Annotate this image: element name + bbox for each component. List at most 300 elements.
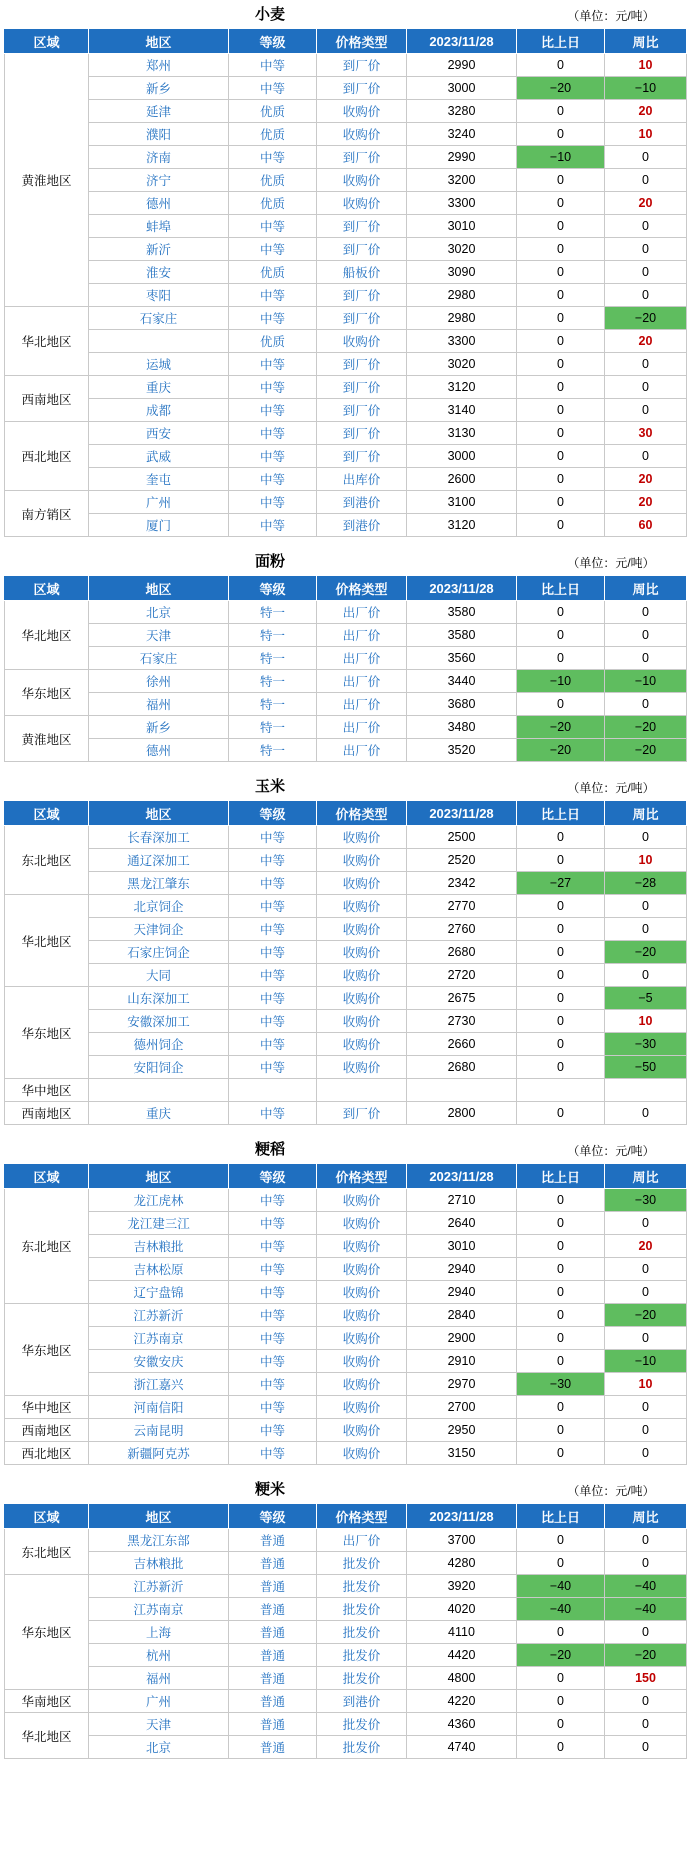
grade-cell: 中等 — [229, 1442, 317, 1465]
area-cell: 黑龙江东部 — [89, 1529, 229, 1552]
table-row — [5, 964, 687, 987]
day-change-cell: 0 — [517, 624, 605, 647]
price-cell: 2760 — [407, 918, 517, 941]
region-cell: 西北地区 — [5, 1442, 89, 1465]
table-row — [5, 1736, 687, 1759]
grade-cell: 中等 — [229, 468, 317, 491]
table-row — [5, 215, 687, 238]
section-title: 粳稻 — [254, 1141, 285, 1158]
table-row — [5, 1621, 687, 1644]
week-change-cell: 0 — [605, 1102, 687, 1125]
week-change-cell: 0 — [605, 601, 687, 624]
week-change-cell: 0 — [605, 693, 687, 716]
column-header: 周比 — [605, 801, 687, 826]
area-cell: 石家庄饲企 — [89, 941, 229, 964]
grade-cell: 中等 — [229, 895, 317, 918]
grade-cell: 普通 — [229, 1575, 317, 1598]
area-cell: 淮安 — [89, 261, 229, 284]
table-row — [5, 849, 687, 872]
column-header: 2023/11/28 — [407, 576, 517, 601]
grade-cell: 中等 — [229, 376, 317, 399]
unit-label: （单位：元/吨） — [567, 781, 655, 795]
region-cell: 西北地区 — [5, 422, 89, 491]
week-change-cell — [605, 1079, 687, 1102]
day-change-cell: −10 — [517, 146, 605, 169]
price-cell: 3580 — [407, 624, 517, 647]
grade-cell: 中等 — [229, 872, 317, 895]
price-type-cell: 到厂价 — [317, 215, 407, 238]
day-change-cell: 0 — [517, 422, 605, 445]
week-change-cell: 20 — [605, 1235, 687, 1258]
unit-label: （单位：元/吨） — [567, 556, 655, 570]
week-change-cell: 20 — [605, 491, 687, 514]
table-row — [5, 1442, 687, 1465]
grade-cell: 中等 — [229, 1189, 317, 1212]
grade-cell: 中等 — [229, 54, 317, 77]
area-cell: 新沂 — [89, 238, 229, 261]
grade-cell: 中等 — [229, 1419, 317, 1442]
week-change-cell: 0 — [605, 1690, 687, 1713]
week-change-cell: 0 — [605, 1529, 687, 1552]
column-header: 区域 — [5, 576, 89, 601]
day-change-cell: 0 — [517, 1396, 605, 1419]
week-change-cell: 10 — [605, 1010, 687, 1033]
area-cell: 新乡 — [89, 77, 229, 100]
table-row — [5, 192, 687, 215]
table-row — [5, 169, 687, 192]
week-change-cell: 10 — [605, 54, 687, 77]
table-row — [5, 1713, 687, 1736]
price-type-cell: 收购价 — [317, 941, 407, 964]
area-cell: 天津 — [89, 1713, 229, 1736]
column-header: 周比 — [605, 576, 687, 601]
area-cell: 奎屯 — [89, 468, 229, 491]
area-cell: 通辽深加工 — [89, 849, 229, 872]
price-type-cell: 收购价 — [317, 895, 407, 918]
table-row — [5, 307, 687, 330]
price-cell: 2520 — [407, 849, 517, 872]
price-cell: 4110 — [407, 1621, 517, 1644]
table-row — [5, 261, 687, 284]
grade-cell: 普通 — [229, 1690, 317, 1713]
area-cell: 吉林松原 — [89, 1258, 229, 1281]
table-row — [5, 1552, 687, 1575]
column-header: 区域 — [5, 1504, 89, 1529]
price-cell: 2680 — [407, 941, 517, 964]
week-change-cell: −20 — [605, 941, 687, 964]
price-type-cell: 收购价 — [317, 1350, 407, 1373]
area-cell: 北京 — [89, 1736, 229, 1759]
price-cell: 3280 — [407, 100, 517, 123]
table-row — [5, 872, 687, 895]
table-row — [5, 1667, 687, 1690]
region-cell: 东北地区 — [5, 1529, 89, 1575]
area-cell: 德州 — [89, 739, 229, 762]
table-row — [5, 1056, 687, 1079]
region-cell: 西南地区 — [5, 1419, 89, 1442]
price-cell: 2910 — [407, 1350, 517, 1373]
week-change-cell: 0 — [605, 169, 687, 192]
price-cell: 3120 — [407, 376, 517, 399]
grade-cell: 中等 — [229, 1102, 317, 1125]
price-type-cell: 到厂价 — [317, 284, 407, 307]
area-cell: 龙江建三江 — [89, 1212, 229, 1235]
week-change-cell: −20 — [605, 1304, 687, 1327]
price-type-cell: 出厂价 — [317, 739, 407, 762]
commodity-section — [4, 772, 686, 1125]
section-title: 小麦 — [254, 6, 285, 23]
price-type-cell: 收购价 — [317, 1010, 407, 1033]
price-type-cell: 到厂价 — [317, 146, 407, 169]
week-change-cell: −40 — [605, 1598, 687, 1621]
week-change-cell: 0 — [605, 1713, 687, 1736]
commodity-section — [4, 1135, 686, 1465]
price-cell: 2700 — [407, 1396, 517, 1419]
grade-cell: 中等 — [229, 1212, 317, 1235]
grade-cell: 普通 — [229, 1644, 317, 1667]
price-cell: 2800 — [407, 1102, 517, 1125]
price-cell: 3560 — [407, 647, 517, 670]
price-cell: 3020 — [407, 238, 517, 261]
table-row — [5, 1079, 687, 1102]
column-header: 地区 — [89, 29, 229, 54]
column-header: 等级 — [229, 801, 317, 826]
area-cell: 德州 — [89, 192, 229, 215]
area-cell: 广州 — [89, 491, 229, 514]
price-type-cell: 收购价 — [317, 123, 407, 146]
table-row — [5, 353, 687, 376]
week-change-cell: 0 — [605, 647, 687, 670]
area-cell: 蚌埠 — [89, 215, 229, 238]
price-type-cell: 出厂价 — [317, 716, 407, 739]
day-change-cell: −20 — [517, 1644, 605, 1667]
price-cell: 4420 — [407, 1644, 517, 1667]
price-cell: 2660 — [407, 1033, 517, 1056]
region-cell: 华中地区 — [5, 1396, 89, 1419]
area-cell: 成都 — [89, 399, 229, 422]
day-change-cell: 0 — [517, 895, 605, 918]
week-change-cell: −40 — [605, 1575, 687, 1598]
region-cell: 华北地区 — [5, 307, 89, 376]
day-change-cell: −30 — [517, 1373, 605, 1396]
day-change-cell: 0 — [517, 1621, 605, 1644]
price-type-cell: 收购价 — [317, 1258, 407, 1281]
day-change-cell: 0 — [517, 1552, 605, 1575]
day-change-cell: 0 — [517, 964, 605, 987]
price-cell: 2710 — [407, 1189, 517, 1212]
week-change-cell: 0 — [605, 353, 687, 376]
grade-cell: 普通 — [229, 1552, 317, 1575]
region-cell: 西南地区 — [5, 376, 89, 422]
price-type-cell: 出厂价 — [317, 647, 407, 670]
region-cell: 华东地区 — [5, 987, 89, 1079]
price-type-cell: 收购价 — [317, 872, 407, 895]
column-header: 比上日 — [517, 576, 605, 601]
day-change-cell: 0 — [517, 1350, 605, 1373]
region-cell: 华东地区 — [5, 1575, 89, 1690]
price-type-cell: 批发价 — [317, 1598, 407, 1621]
table-row — [5, 987, 687, 1010]
column-header: 价格类型 — [317, 29, 407, 54]
column-header: 等级 — [229, 1504, 317, 1529]
price-type-cell: 批发价 — [317, 1621, 407, 1644]
week-change-cell: −30 — [605, 1189, 687, 1212]
grade-cell: 中等 — [229, 1396, 317, 1419]
price-type-cell: 到港价 — [317, 491, 407, 514]
grade-cell: 中等 — [229, 1010, 317, 1033]
grade-cell: 中等 — [229, 826, 317, 849]
region-cell: 南方销区 — [5, 491, 89, 537]
grade-cell: 中等 — [229, 146, 317, 169]
week-change-cell: −20 — [605, 1644, 687, 1667]
week-change-cell: 0 — [605, 376, 687, 399]
area-cell: 徐州 — [89, 670, 229, 693]
day-change-cell: 0 — [517, 215, 605, 238]
area-cell: 石家庄 — [89, 647, 229, 670]
price-cell: 2990 — [407, 146, 517, 169]
area-cell: 厦门 — [89, 514, 229, 537]
table-row — [5, 1529, 687, 1552]
column-header: 等级 — [229, 576, 317, 601]
area-cell: 郑州 — [89, 54, 229, 77]
week-change-cell: 0 — [605, 146, 687, 169]
table-row — [5, 399, 687, 422]
price-type-cell: 批发价 — [317, 1644, 407, 1667]
price-type-cell: 出厂价 — [317, 1529, 407, 1552]
day-change-cell: 0 — [517, 376, 605, 399]
column-header: 价格类型 — [317, 801, 407, 826]
grade-cell: 中等 — [229, 353, 317, 376]
table-header-row — [5, 29, 687, 54]
table-row — [5, 1396, 687, 1419]
table-row — [5, 1598, 687, 1621]
grade-cell: 特一 — [229, 647, 317, 670]
grade-cell: 中等 — [229, 987, 317, 1010]
week-change-cell: 0 — [605, 624, 687, 647]
price-cell: 2600 — [407, 468, 517, 491]
price-type-cell: 收购价 — [317, 1419, 407, 1442]
week-change-cell: 0 — [605, 895, 687, 918]
price-type-cell: 收购价 — [317, 1212, 407, 1235]
price-cell: 3010 — [407, 215, 517, 238]
day-change-cell: 0 — [517, 601, 605, 624]
price-cell: 4800 — [407, 1667, 517, 1690]
price-cell: 2940 — [407, 1258, 517, 1281]
grade-cell: 中等 — [229, 1056, 317, 1079]
grade-cell: 中等 — [229, 1327, 317, 1350]
table-row — [5, 1644, 687, 1667]
week-change-cell: 20 — [605, 330, 687, 353]
price-cell: 2680 — [407, 1056, 517, 1079]
area-cell: 新乡 — [89, 716, 229, 739]
area-cell: 江苏新沂 — [89, 1575, 229, 1598]
table-row — [5, 1419, 687, 1442]
day-change-cell: 0 — [517, 987, 605, 1010]
week-change-cell: 0 — [605, 1258, 687, 1281]
price-type-cell: 收购价 — [317, 1033, 407, 1056]
area-cell: 辽宁盘锦 — [89, 1281, 229, 1304]
column-header: 等级 — [229, 29, 317, 54]
week-change-cell: −20 — [605, 307, 687, 330]
region-cell: 东北地区 — [5, 826, 89, 895]
grade-cell: 中等 — [229, 1235, 317, 1258]
day-change-cell: 0 — [517, 238, 605, 261]
day-change-cell: 0 — [517, 491, 605, 514]
grade-cell: 中等 — [229, 1258, 317, 1281]
table-row — [5, 670, 687, 693]
table-header-row — [5, 576, 687, 601]
price-type-cell: 批发价 — [317, 1575, 407, 1598]
day-change-cell: 0 — [517, 100, 605, 123]
grade-cell: 优质 — [229, 192, 317, 215]
day-change-cell: 0 — [517, 399, 605, 422]
price-cell: 3020 — [407, 353, 517, 376]
table-row — [5, 1235, 687, 1258]
grade-cell: 优质 — [229, 261, 317, 284]
week-change-cell: 0 — [605, 238, 687, 261]
day-change-cell: 0 — [517, 1010, 605, 1033]
day-change-cell: 0 — [517, 1529, 605, 1552]
table-row — [5, 826, 687, 849]
price-cell: 2840 — [407, 1304, 517, 1327]
price-cell: 2500 — [407, 826, 517, 849]
table-row — [5, 716, 687, 739]
week-change-cell: 0 — [605, 1442, 687, 1465]
price-cell: 4020 — [407, 1598, 517, 1621]
price-type-cell: 到港价 — [317, 514, 407, 537]
table-row — [5, 1350, 687, 1373]
week-change-cell: −20 — [605, 739, 687, 762]
area-cell: 石家庄 — [89, 307, 229, 330]
price-type-cell: 收购价 — [317, 1327, 407, 1350]
column-header: 价格类型 — [317, 1164, 407, 1189]
price-type-cell: 出厂价 — [317, 624, 407, 647]
day-change-cell — [517, 1079, 605, 1102]
day-change-cell: 0 — [517, 1056, 605, 1079]
area-cell: 吉林粮批 — [89, 1552, 229, 1575]
area-cell: 濮阳 — [89, 123, 229, 146]
column-header: 价格类型 — [317, 1504, 407, 1529]
price-type-cell: 出厂价 — [317, 601, 407, 624]
week-change-cell: 0 — [605, 1281, 687, 1304]
price-cell: 3090 — [407, 261, 517, 284]
section-header — [4, 772, 686, 800]
grade-cell: 特一 — [229, 739, 317, 762]
price-type-cell: 出库价 — [317, 468, 407, 491]
day-change-cell: 0 — [517, 1235, 605, 1258]
column-header: 等级 — [229, 1164, 317, 1189]
week-change-cell: −10 — [605, 1350, 687, 1373]
grade-cell: 优质 — [229, 123, 317, 146]
price-cell: 2980 — [407, 284, 517, 307]
week-change-cell: −10 — [605, 77, 687, 100]
price-table — [4, 575, 687, 762]
area-cell — [89, 330, 229, 353]
price-type-cell: 收购价 — [317, 1281, 407, 1304]
price-cell: 2770 — [407, 895, 517, 918]
table-row — [5, 1033, 687, 1056]
area-cell: 西安 — [89, 422, 229, 445]
week-change-cell: 20 — [605, 100, 687, 123]
grade-cell: 普通 — [229, 1529, 317, 1552]
table-row — [5, 376, 687, 399]
table-row — [5, 1189, 687, 1212]
week-change-cell: 10 — [605, 1373, 687, 1396]
section-title: 粳米 — [254, 1481, 285, 1498]
week-change-cell: −50 — [605, 1056, 687, 1079]
price-cell: 3580 — [407, 601, 517, 624]
grade-cell: 中等 — [229, 964, 317, 987]
grade-cell: 中等 — [229, 307, 317, 330]
table-row — [5, 514, 687, 537]
price-type-cell: 出厂价 — [317, 670, 407, 693]
grade-cell: 中等 — [229, 238, 317, 261]
table-row — [5, 468, 687, 491]
table-row — [5, 693, 687, 716]
price-table — [4, 800, 687, 1125]
week-change-cell: −5 — [605, 987, 687, 1010]
region-cell: 华东地区 — [5, 670, 89, 716]
section-header — [4, 547, 686, 575]
week-change-cell: 0 — [605, 1552, 687, 1575]
price-type-cell: 批发价 — [317, 1667, 407, 1690]
grade-cell: 普通 — [229, 1667, 317, 1690]
week-change-cell: 0 — [605, 399, 687, 422]
day-change-cell: −20 — [517, 77, 605, 100]
price-type-cell: 船板价 — [317, 261, 407, 284]
table-row — [5, 77, 687, 100]
week-change-cell: 0 — [605, 918, 687, 941]
week-change-cell: 20 — [605, 468, 687, 491]
week-change-cell: 0 — [605, 215, 687, 238]
price-cell: 3130 — [407, 422, 517, 445]
day-change-cell: −20 — [517, 716, 605, 739]
table-row — [5, 1304, 687, 1327]
price-cell: 4740 — [407, 1736, 517, 1759]
price-cell: 3440 — [407, 670, 517, 693]
column-header: 区域 — [5, 801, 89, 826]
week-change-cell: 20 — [605, 192, 687, 215]
area-cell: 新疆阿克苏 — [89, 1442, 229, 1465]
column-header: 2023/11/28 — [407, 801, 517, 826]
region-cell: 西南地区 — [5, 1102, 89, 1125]
area-cell: 北京饲企 — [89, 895, 229, 918]
day-change-cell: 0 — [517, 330, 605, 353]
price-cell: 4220 — [407, 1690, 517, 1713]
week-change-cell: −28 — [605, 872, 687, 895]
table-row — [5, 918, 687, 941]
price-type-cell: 收购价 — [317, 1235, 407, 1258]
grade-cell: 普通 — [229, 1598, 317, 1621]
price-type-cell: 收购价 — [317, 192, 407, 215]
column-header: 周比 — [605, 1504, 687, 1529]
price-cell: 2640 — [407, 1212, 517, 1235]
price-type-cell: 到港价 — [317, 1690, 407, 1713]
day-change-cell: 0 — [517, 445, 605, 468]
grade-cell: 中等 — [229, 1281, 317, 1304]
table-row — [5, 100, 687, 123]
area-cell: 黑龙江肇东 — [89, 872, 229, 895]
price-type-cell: 收购价 — [317, 1373, 407, 1396]
price-type-cell: 收购价 — [317, 330, 407, 353]
day-change-cell: −40 — [517, 1598, 605, 1621]
table-row — [5, 330, 687, 353]
column-header: 比上日 — [517, 1164, 605, 1189]
area-cell: 福州 — [89, 1667, 229, 1690]
week-change-cell: 0 — [605, 1736, 687, 1759]
price-cell: 2990 — [407, 54, 517, 77]
day-change-cell: 0 — [517, 1102, 605, 1125]
